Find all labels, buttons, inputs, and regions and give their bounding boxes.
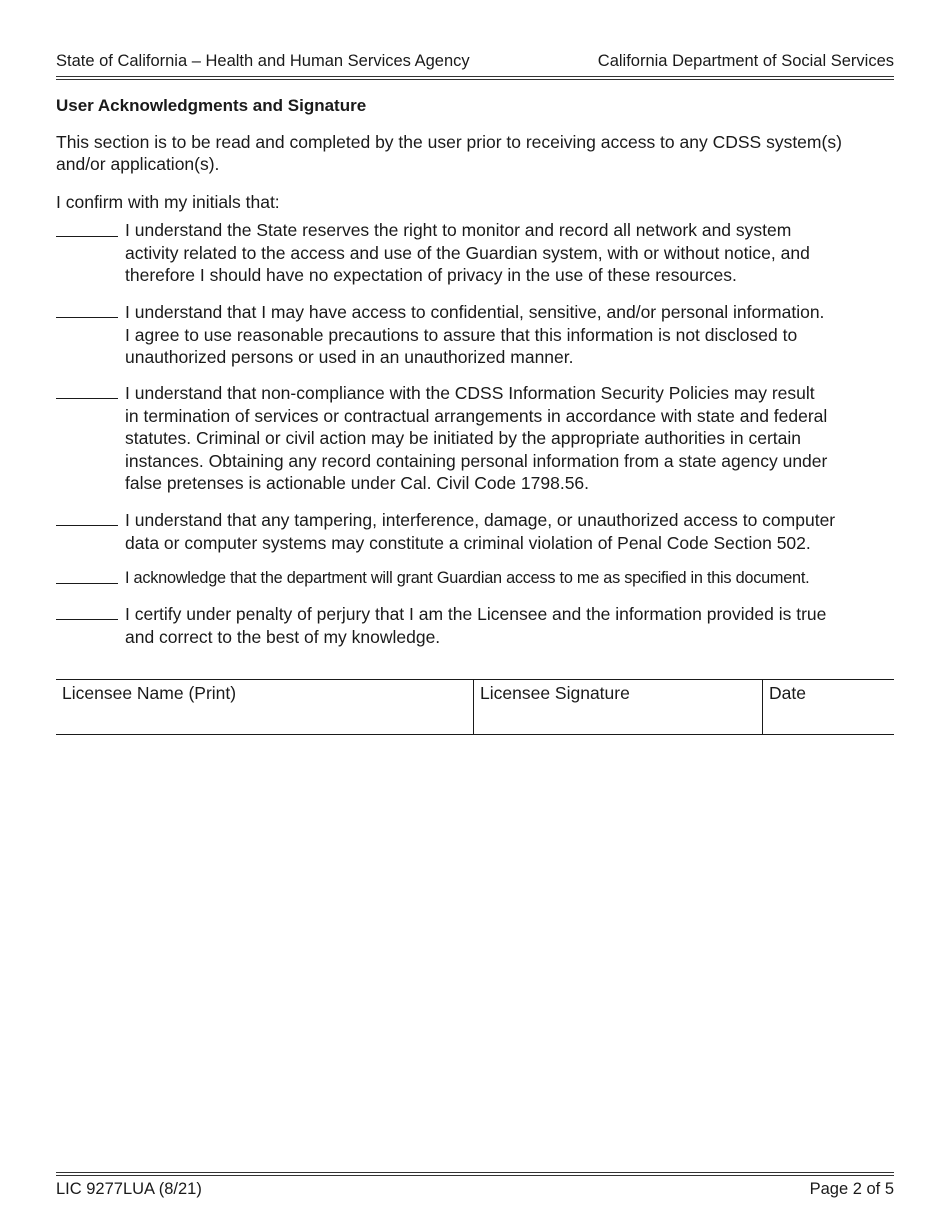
acknowledgment-line: I understand that any tampering, interference, damage, or unauthorized access to computer bbox=[125, 510, 836, 530]
licensee-signature-label: Licensee Signature bbox=[480, 683, 630, 703]
acknowledgment-line: I understand the State reserves the right to monitor and record all network and system bbox=[125, 220, 792, 240]
acknowledgment-text bbox=[125, 509, 897, 554]
acknowledgment-line: I certify under penalty of perjury that I am the Licensee and the information provided is true bbox=[125, 604, 827, 624]
acknowledgment-line: I acknowledge that the department will grant Guardian access to me as specified in this document. bbox=[125, 569, 810, 587]
form-id: LIC 9277LUA (8/21) bbox=[56, 1180, 202, 1198]
initials-field[interactable] bbox=[56, 236, 118, 237]
date-label: Date bbox=[769, 683, 806, 703]
header-divider bbox=[56, 76, 894, 80]
acknowledgment-text bbox=[125, 567, 897, 590]
initials-field[interactable] bbox=[56, 317, 118, 318]
acknowledgment-text bbox=[125, 219, 897, 287]
licensee-name-label: Licensee Name (Print) bbox=[62, 683, 237, 703]
acknowledgment-line: therefore I should have no expectation of privacy in the use of these resources. bbox=[125, 265, 737, 285]
acknowledgment-line: data or computer systems may constitute a criminal violation of Penal Code Section 502. bbox=[125, 532, 811, 553]
section-intro: This section is to be read and completed by the user prior to receiving access to any CDSS system(s) and/or application(s). bbox=[56, 132, 842, 174]
acknowledgment-line: in termination of services or contractual arrangements in accordance with state and federal bbox=[125, 405, 828, 426]
department-name: California Department of Social Services bbox=[597, 52, 894, 70]
page-number: Page 2 of 5 bbox=[809, 1180, 894, 1198]
licensee-name-field[interactable] bbox=[56, 680, 474, 734]
agency-name: State of California – Health and Human Services Agency bbox=[56, 52, 470, 70]
acknowledgment-line: unauthorized persons or used in an unauthorized manner. bbox=[125, 347, 574, 367]
acknowledgment-line: I understand that I may have access to confidential, sensitive, and/or personal information. bbox=[125, 302, 825, 322]
initials-field[interactable] bbox=[56, 398, 118, 399]
acknowledgment-line: false pretenses is actionable under Cal. Civil Code 1798.56. bbox=[125, 473, 590, 493]
acknowledgment-line: and correct to the best of my knowledge. bbox=[125, 626, 441, 647]
acknowledgment-line: activity related to the access and use of the Guardian system, with or without notice, and bbox=[125, 242, 810, 263]
acknowledgment-line: instances. Obtaining any record containing personal information from a state agency under bbox=[125, 450, 828, 471]
initials-field[interactable] bbox=[56, 583, 118, 584]
page-header bbox=[56, 52, 894, 76]
signature-table bbox=[56, 679, 894, 735]
licensee-signature-field[interactable] bbox=[474, 680, 763, 734]
document-page bbox=[56, 0, 894, 1230]
initials-field[interactable] bbox=[56, 619, 118, 620]
date-field[interactable] bbox=[763, 680, 894, 734]
confirm-prompt: I confirm with my initials that: bbox=[56, 192, 280, 212]
acknowledgment-text bbox=[125, 382, 897, 495]
acknowledgment-text bbox=[125, 603, 897, 648]
footer-divider bbox=[56, 1172, 894, 1176]
section-title: User Acknowledgments and Signature bbox=[56, 96, 367, 115]
acknowledgment-text bbox=[125, 301, 897, 369]
initials-field[interactable] bbox=[56, 525, 118, 526]
acknowledgment-line: I agree to use reasonable precautions to assure that this information is not disclosed to bbox=[125, 324, 798, 345]
acknowledgment-line: statutes. Criminal or civil action may be initiated by the appropriate authorities in certain bbox=[125, 428, 802, 448]
acknowledgment-line: I understand that non-compliance with the CDSS Information Security Policies may result bbox=[125, 383, 815, 403]
